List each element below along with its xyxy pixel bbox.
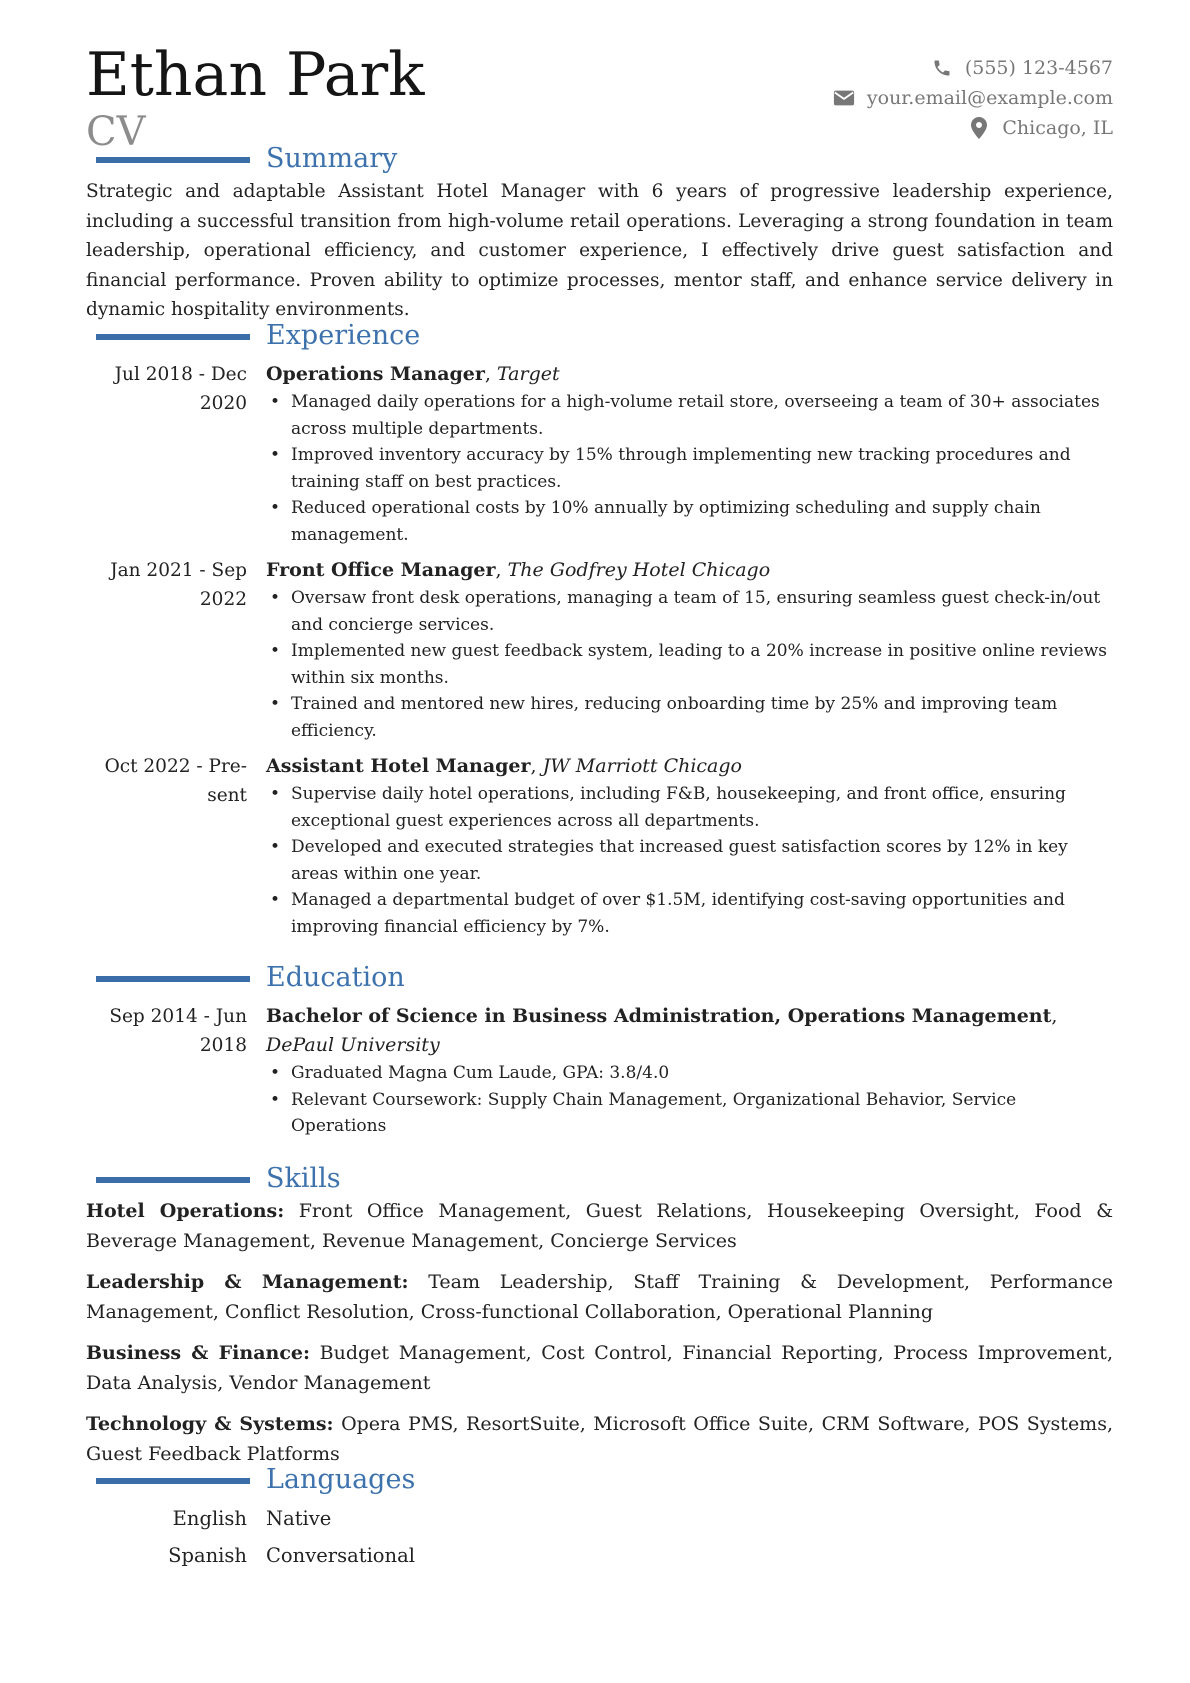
skill-category: Business & Finance: [86, 1342, 310, 1364]
entry-date: Sep 2014 - Jun 2018 [109, 1006, 247, 1056]
list-item: • Reduced operational costs by 10% annually by optimizing scheduling and supply chain management. [266, 495, 1113, 548]
language-row [86, 1537, 1113, 1574]
map-marker-icon [968, 117, 990, 139]
contact-phone[interactable] [833, 53, 1113, 83]
employer: Target [496, 363, 560, 385]
language-name: Spanish [168, 1544, 247, 1567]
list-item: • Implemented new guest feedback system, leading to a 20% increase in positive online reviews within six months. [266, 638, 1113, 691]
list-item: • Managed daily operations for a high-volume retail store, overseeing a team of 30+ associates across multiple departments. [266, 389, 1113, 442]
entry-heading: Front Office Manager, The Godfrey Hotel Chicago [266, 559, 771, 581]
section-heading [86, 318, 1113, 354]
skill-items: Team Leadership, Staff Training & Development, Performance Management, Conflict Resolution, Cross-functional Collaboration, Operational Planning [86, 1271, 1113, 1323]
skill-group [86, 1410, 1113, 1469]
document-type: CV [86, 109, 146, 155]
section-accent-bar [96, 334, 250, 340]
section-heading [86, 960, 1113, 996]
education-section [86, 960, 1113, 1140]
section-accent-bar [96, 1478, 250, 1484]
skill-group [86, 1339, 1113, 1398]
bullet-list [266, 585, 1113, 744]
summary-section [86, 141, 1113, 325]
skill-group [86, 1197, 1113, 1256]
skills-title: Skills [266, 1163, 341, 1194]
school: DePaul University [266, 1034, 440, 1056]
languages-title: Languages [266, 1464, 416, 1495]
skill-items: Budget Management, Cost Control, Financial Reporting, Process Improvement, Data Analysis, Vendor Management [86, 1342, 1113, 1394]
summary-title: Summary [266, 143, 398, 174]
contact-email[interactable] [833, 83, 1113, 113]
employer: JW Marriott Chicago [542, 755, 742, 777]
list-item: • Developed and executed strategies that increased guest satisfaction scores by 12% in key areas within one year. [266, 834, 1113, 887]
experience-section [86, 318, 1113, 940]
entry-date: Oct 2022 - Pre- sent [104, 756, 247, 806]
language-name: English [172, 1507, 247, 1530]
skill-category: Technology & Systems: [86, 1413, 334, 1435]
skill-category: Hotel Operations: [86, 1200, 285, 1222]
list-item: • Relevant Coursework: Supply Chain Management, Organizational Behavior, Service Operations [266, 1087, 1113, 1140]
language-level: Conversational [266, 1544, 415, 1567]
experience-entry [86, 752, 1113, 940]
list-item: • Improved inventory accuracy by 15% through implementing new tracking procedures and training staff on best practices. [266, 442, 1113, 495]
employer: The Godfrey Hotel Chicago [507, 559, 771, 581]
experience-title: Experience [266, 320, 421, 351]
skills-section [86, 1161, 1113, 1481]
section-accent-bar [96, 1177, 250, 1183]
skill-group [86, 1268, 1113, 1327]
phone-text: (555) 123-4567 [964, 57, 1113, 79]
languages-section [86, 1462, 1113, 1574]
skill-category: Leadership & Management: [86, 1271, 409, 1293]
section-accent-bar [96, 976, 250, 982]
skill-items: Opera PMS, ResortSuite, Microsoft Office Suite, CRM Software, POS Systems, Guest Feedback Platforms [86, 1413, 1113, 1465]
entry-date: Jan 2021 - Sep 2022 [110, 560, 247, 610]
experience-entry [86, 556, 1113, 744]
entry-heading: Bachelor of Science in Business Administration, Operations Management, [266, 1005, 1058, 1027]
language-row [86, 1500, 1113, 1537]
skill-items: Front Office Management, Guest Relations, Housekeeping Oversight, Food & Beverage Management, Revenue Management, Concierge Services [86, 1200, 1113, 1252]
list-item: • Supervise daily hotel operations, including F&B, housekeeping, and front office, ensuring exceptional guest experiences across all departments. [266, 781, 1113, 834]
entry-heading: Operations Manager, Target [266, 363, 560, 385]
envelope-icon [833, 87, 855, 109]
section-heading [86, 1462, 1113, 1498]
job-title: Operations Manager [266, 363, 485, 385]
location-text: Chicago, IL [1002, 117, 1113, 139]
experience-entry [86, 360, 1113, 548]
education-title: Education [266, 962, 405, 993]
candidate-name: Ethan Park [86, 40, 425, 110]
section-heading [86, 1161, 1113, 1197]
contact-location [833, 113, 1113, 143]
list-item: • Oversaw front desk operations, managing a team of 15, ensuring seamless guest check-in/out and concierge services. [266, 585, 1113, 638]
contact-block [833, 53, 1113, 143]
section-heading [86, 141, 1113, 177]
entry-date: Jul 2018 - Dec 2020 [114, 364, 247, 414]
list-item: • Trained and mentored new hires, reducing onboarding time by 25% and improving team efficiency. [266, 691, 1113, 744]
list-item: • Managed a departmental budget of over $1.5M, identifying cost-saving opportunities and improving financial efficiency by 7%. [266, 887, 1113, 940]
email-text: your.email@example.com [866, 87, 1113, 109]
job-title: Front Office Manager [266, 559, 496, 581]
entry-heading: Assistant Hotel Manager, JW Marriott Chicago [266, 755, 742, 777]
education-entry [86, 1002, 1113, 1140]
phone-icon [931, 57, 953, 79]
bullet-list [266, 781, 1113, 940]
job-title: Assistant Hotel Manager [266, 755, 531, 777]
section-accent-bar [96, 157, 250, 163]
degree: Bachelor of Science in Business Administration, Operations Management [266, 1005, 1052, 1027]
bullet-list [266, 389, 1113, 548]
language-level: Native [266, 1507, 332, 1530]
list-item: • Graduated Magna Cum Laude, GPA: 3.8/4.0 [266, 1060, 1113, 1087]
bullet-list [266, 1060, 1113, 1140]
summary-text: Strategic and adaptable Assistant Hotel Manager with 6 years of progressive leadership experience, including a successful transition from high-volume retail operations. Leveraging a strong foundation in team leadership, operational efficiency, and customer experience, I effectively drive guest satisfaction and financial performance. Proven ability to optimize processes, mentor staff, and enhance service delivery in dynamic hospitality environments. [86, 181, 1113, 320]
